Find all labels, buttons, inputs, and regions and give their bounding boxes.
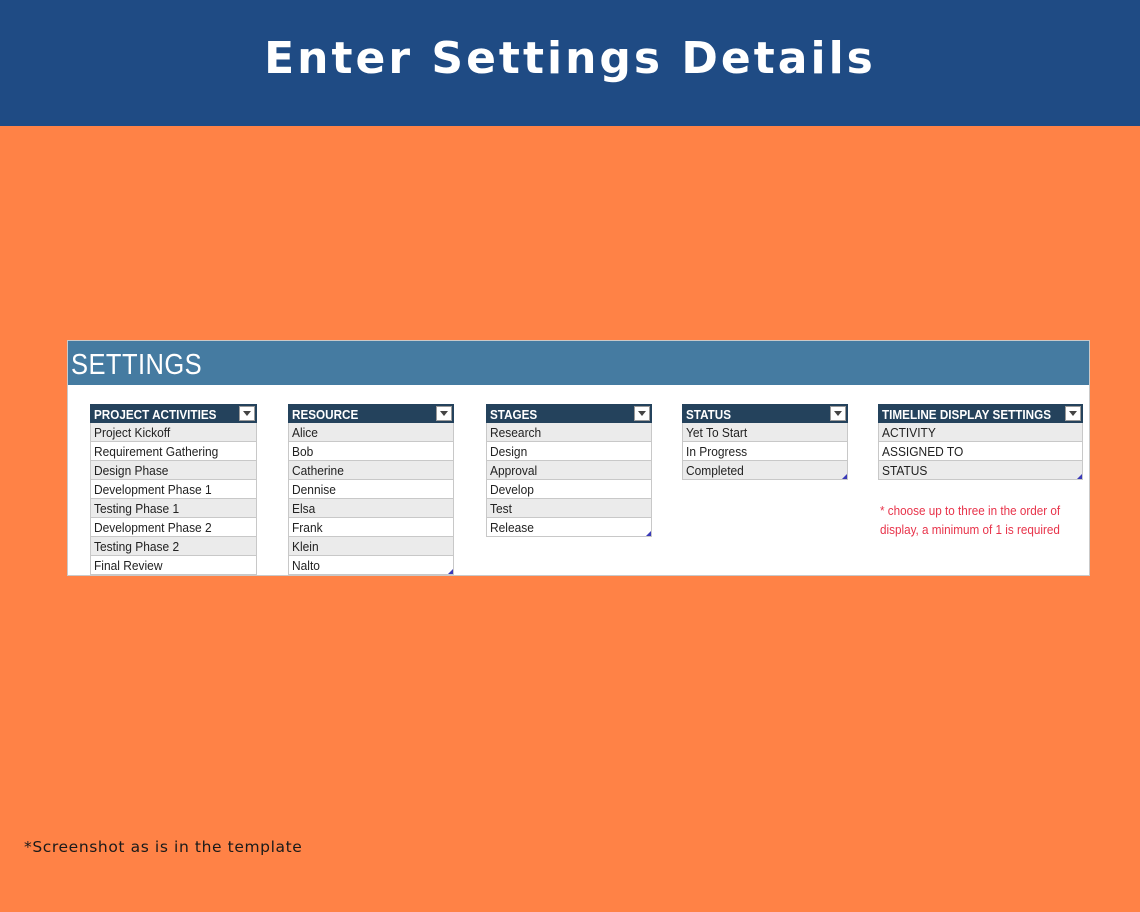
table-cell[interactable]: STATUS <box>878 461 1083 480</box>
filter-dropdown-icon[interactable] <box>239 406 255 421</box>
table-cell[interactable]: Alice <box>288 423 454 442</box>
table-cell[interactable]: In Progress <box>682 442 848 461</box>
filter-dropdown-icon[interactable] <box>1065 406 1081 421</box>
table-cell[interactable]: Completed <box>682 461 848 480</box>
sheet-title: SETTINGS <box>71 349 203 381</box>
table-cell[interactable]: Catherine <box>288 461 454 480</box>
table-cell[interactable]: Development Phase 1 <box>90 480 257 499</box>
table-body <box>288 423 454 575</box>
sheet-header-bar <box>68 341 1089 385</box>
table-header: RESOURCE <box>288 404 454 423</box>
table-cell[interactable]: Develop <box>486 480 652 499</box>
table-cell[interactable]: Dennise <box>288 480 454 499</box>
table-cell[interactable]: ACTIVITY <box>878 423 1083 442</box>
table-cell[interactable]: Klein <box>288 537 454 556</box>
table-cell[interactable]: ASSIGNED TO <box>878 442 1083 461</box>
table-cell[interactable]: Bob <box>288 442 454 461</box>
table-cell[interactable]: Test <box>486 499 652 518</box>
table-cell[interactable]: Frank <box>288 518 454 537</box>
page-banner <box>0 0 1140 126</box>
table-resize-handle[interactable] <box>842 474 847 479</box>
table-resize-handle[interactable] <box>448 569 453 574</box>
table-header: PROJECT ACTIVITIES <box>90 404 257 423</box>
table-body <box>682 423 848 480</box>
table-cell[interactable]: Design <box>486 442 652 461</box>
filter-dropdown-icon[interactable] <box>436 406 452 421</box>
table-header: TIMELINE DISPLAY SETTINGS <box>878 404 1083 423</box>
table-cell[interactable]: Testing Phase 2 <box>90 537 257 556</box>
table-cell[interactable]: Release <box>486 518 652 537</box>
note-line: * choose up to three in the order of <box>880 503 1061 518</box>
table-cell[interactable]: Approval <box>486 461 652 480</box>
table-cell[interactable]: Project Kickoff <box>90 423 257 442</box>
footnote: *Screenshot as is in the template <box>24 838 303 856</box>
project-activities-table <box>90 404 257 575</box>
table-header: STATUS <box>682 404 848 423</box>
filter-dropdown-icon[interactable] <box>830 406 846 421</box>
table-cell[interactable]: Testing Phase 1 <box>90 499 257 518</box>
table-cell[interactable]: Elsa <box>288 499 454 518</box>
timeline-settings-note <box>880 501 1090 539</box>
table-body <box>90 423 257 575</box>
status-table <box>682 404 848 480</box>
filter-dropdown-icon[interactable] <box>634 406 650 421</box>
table-body <box>486 423 652 537</box>
settings-sheet <box>67 340 1090 576</box>
stages-table <box>486 404 652 537</box>
timeline-display-settings-table <box>878 404 1083 480</box>
table-resize-handle[interactable] <box>1077 474 1082 479</box>
resource-table <box>288 404 454 575</box>
table-cell[interactable]: Design Phase <box>90 461 257 480</box>
page-title: Enter Settings Details <box>264 32 876 84</box>
note-line: display, a minimum of 1 is required <box>880 522 1060 537</box>
table-cell[interactable]: Requirement Gathering <box>90 442 257 461</box>
table-cell[interactable]: Development Phase 2 <box>90 518 257 537</box>
table-cell[interactable]: Nalto <box>288 556 454 575</box>
table-cell[interactable]: Research <box>486 423 652 442</box>
table-cell[interactable]: Yet To Start <box>682 423 848 442</box>
table-cell[interactable]: Final Review <box>90 556 257 575</box>
table-resize-handle[interactable] <box>646 531 651 536</box>
table-header: STAGES <box>486 404 652 423</box>
table-body <box>878 423 1083 480</box>
